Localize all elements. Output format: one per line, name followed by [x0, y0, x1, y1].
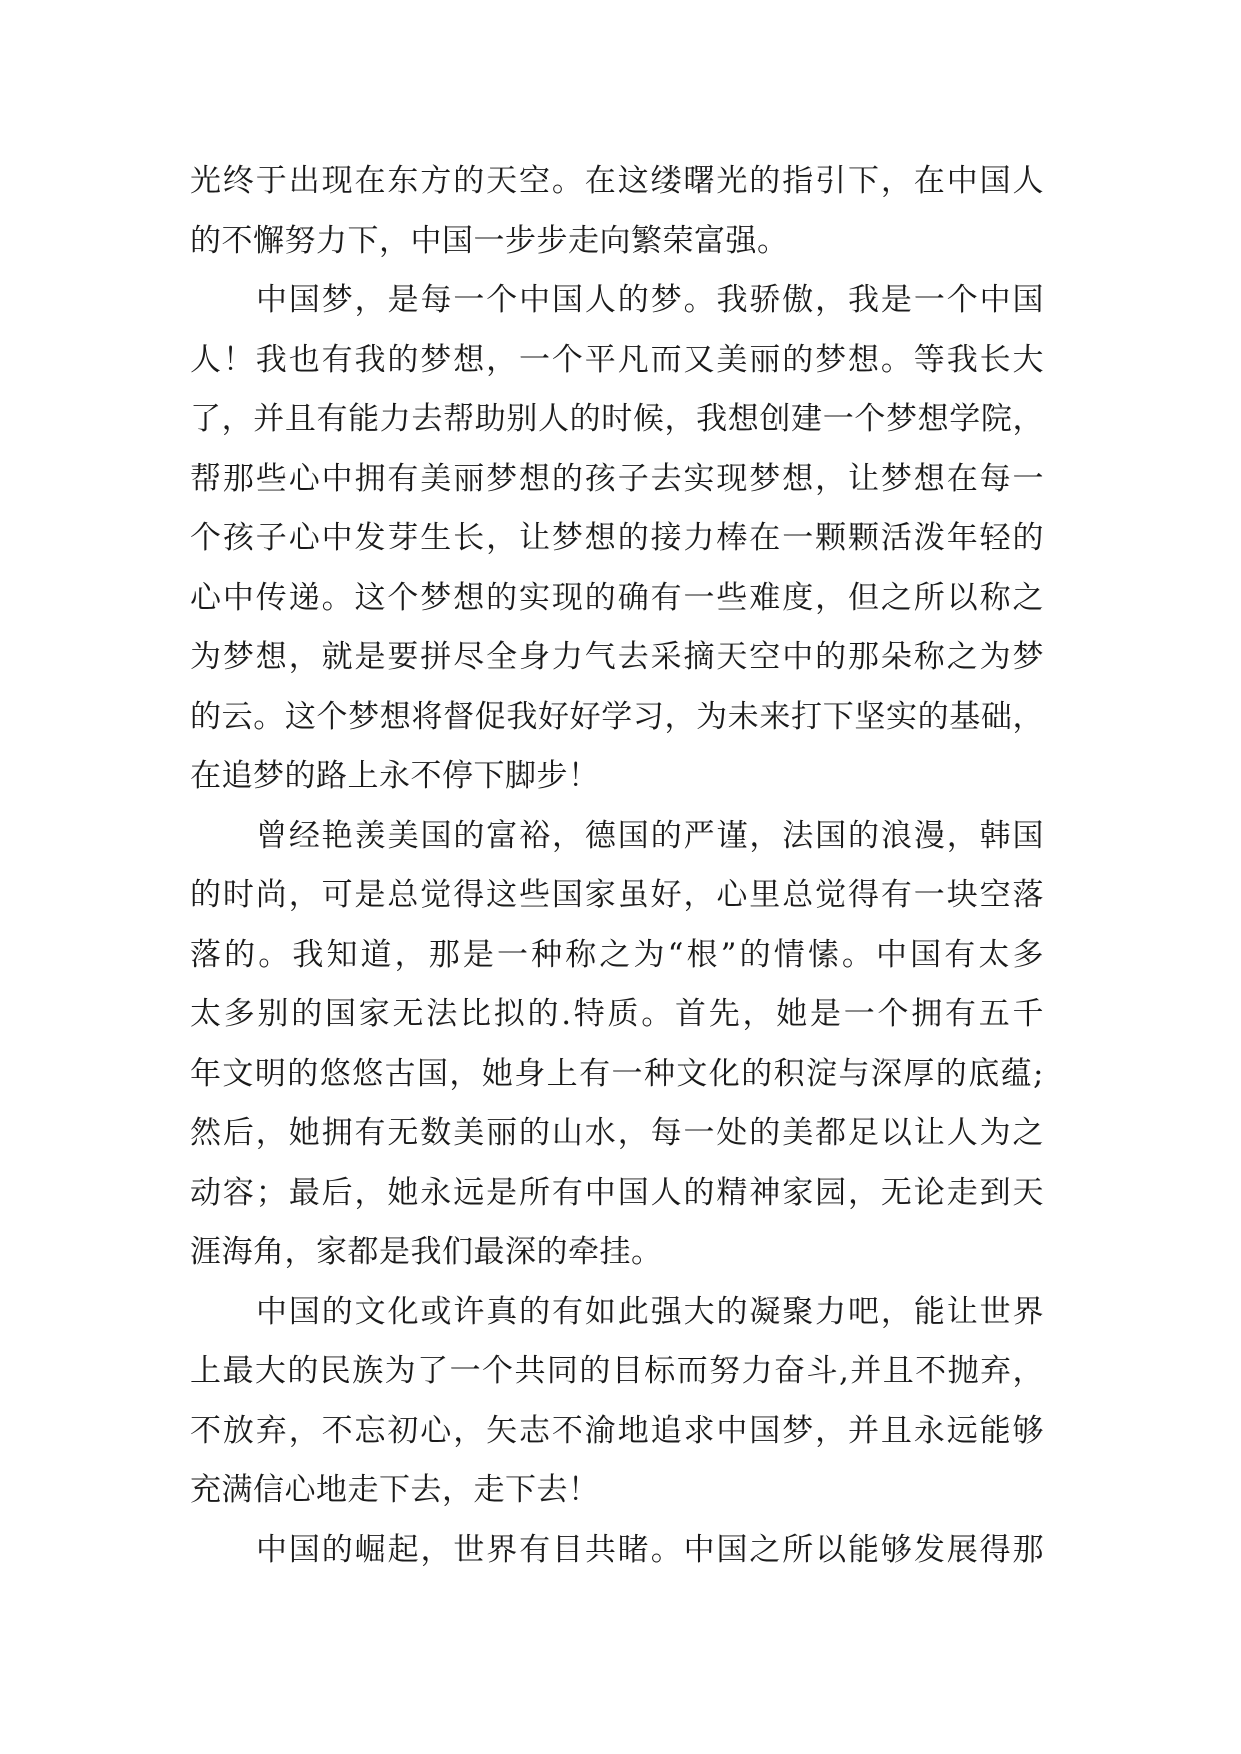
- text-line: 在追梦的路上永不停下脚步！: [190, 758, 600, 794]
- text-line: 充满信心地走下去，走下去！: [190, 1472, 600, 1508]
- text-line: 涯海角，家都是我们最深的牵挂。: [190, 1234, 663, 1270]
- text-line: 心中传递。这个梦想的实现的确有一些难度，但之所以称之: [190, 579, 1044, 616]
- text-line: 光终于出现在东方的天空。在这缕曙光的指引下，在中国人: [190, 163, 1044, 199]
- text-line: 的不懈努力下，中国一步步走向繁荣富强。: [190, 222, 789, 259]
- text-line: 的云。这个梦想将督促我好好学习，为未来打下坚实的基础，: [190, 698, 1044, 735]
- text-line: 中国的崛起，世界有目共睹。中国之所以能够发展得那: [256, 1531, 1044, 1568]
- text-line: 个孩子心中发芽生长，让梦想的接力棒在一颗颗活泼年轻的: [190, 520, 1044, 556]
- text-line: 曾经艳羡美国的富裕，德国的严谨，法国的浪漫，韩国: [256, 817, 1044, 854]
- text-line: 年文明的悠悠古国，她身上有一种文化的积淀与深厚的底蕴;: [190, 1055, 1044, 1092]
- text-line: 太多别的国家无法比拟的.特质。首先，她是一个拥有五千: [190, 996, 1044, 1032]
- text-line: 为梦想，就是要拼尽全身力气去采摘天空中的那朵称之为梦: [190, 639, 1044, 675]
- body-text: [190, 152, 1044, 1580]
- text-line: 中国梦，是每一个中国人的梦。我骄傲，我是一个中国: [256, 282, 1044, 318]
- text-line: 帮那些心中拥有美丽梦想的孩子去实现梦想，让梦想在每一: [190, 460, 1044, 497]
- text-line: 落的。我知道，那是一种称之为“根”的情愫。中国有太多: [190, 936, 1044, 973]
- text-line: 不放弃，不忘初心，矢志不渝地追求中国梦，并且永远能够: [190, 1412, 1044, 1449]
- text-line: 人！我也有我的梦想，一个平凡而又美丽的梦想。等我长大: [190, 341, 1044, 378]
- text-line: 的时尚，可是总觉得这些国家虽好，心里总觉得有一块空落: [190, 877, 1044, 913]
- text-line: 中国的文化或许真的有如此强大的凝聚力吧，能让世界: [256, 1293, 1044, 1330]
- text-line: 了，并且有能力去帮助别人的时候，我想创建一个梦想学院，: [190, 401, 1044, 437]
- text-line: 上最大的民族为了一个共同的目标而努力奋斗,并且不抛弃，: [190, 1353, 1044, 1389]
- text-line: 动容；最后，她永远是所有中国人的精神家园，无论走到天: [190, 1174, 1044, 1211]
- text-line: 然后，她拥有无数美丽的山水，每一处的美都足以让人为之: [190, 1115, 1044, 1151]
